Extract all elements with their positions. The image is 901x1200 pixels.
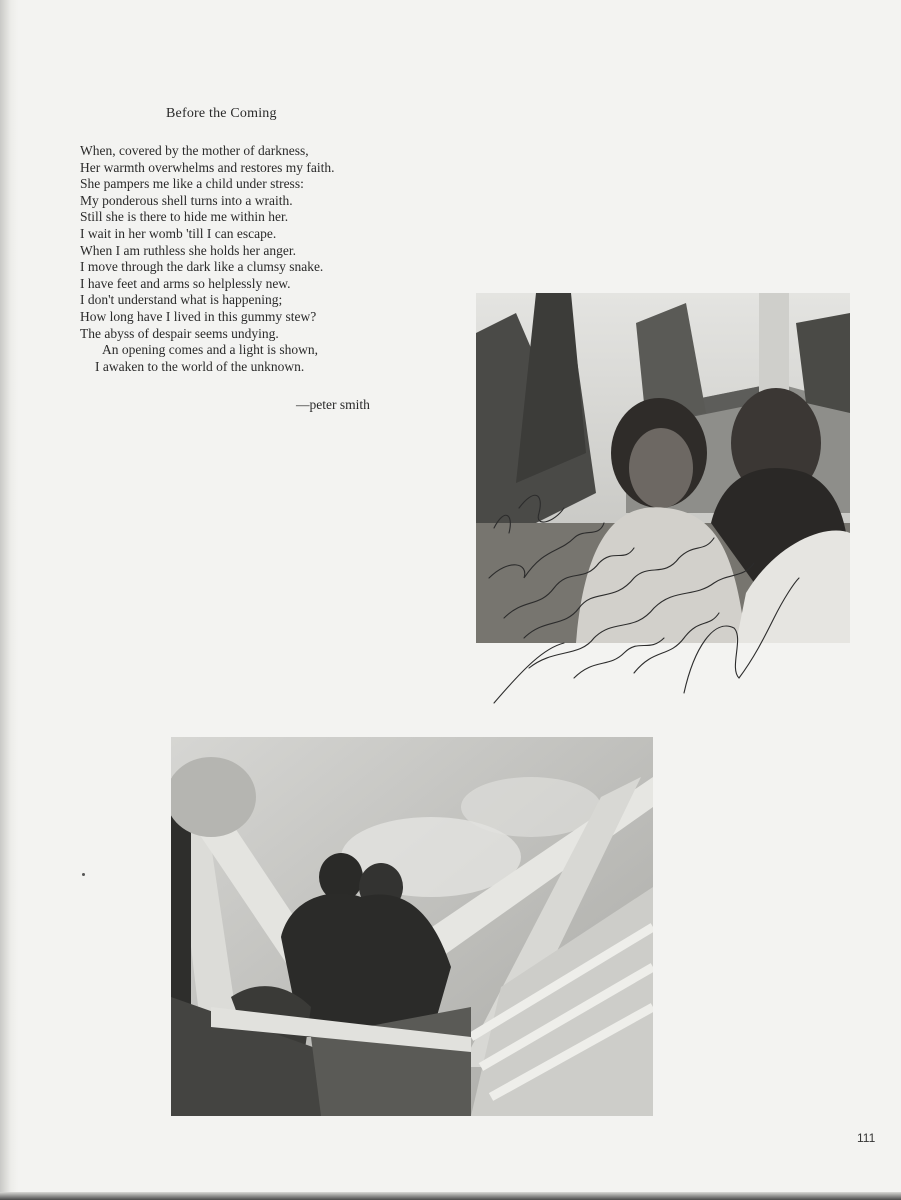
poem-line: I wait in her womb 'till I can escape.	[80, 225, 277, 241]
poem-line: Her warmth overwhelms and restores my faith.	[80, 159, 335, 175]
poem-title: Before the Coming	[166, 106, 277, 121]
poem-line: An opening comes and a light is shown,	[102, 342, 318, 358]
poem-line: I awaken to the world of the unknown.	[95, 358, 305, 374]
poem-body	[80, 143, 410, 375]
page-gutter	[0, 0, 18, 1200]
page-number: 111	[857, 1131, 876, 1145]
page-bottom-edge	[0, 1192, 901, 1200]
poem-line: How long have I lived in this gummy stew?	[80, 308, 317, 324]
handwritten-signature	[484, 468, 804, 708]
poem-line: When I am ruthless she holds her anger.	[80, 242, 296, 258]
print-speck	[82, 873, 85, 876]
photo-tower-people	[171, 737, 653, 1116]
poem-line: I don't understand what is happening;	[80, 292, 283, 308]
poem-line: I move through the dark like a clumsy snake.	[80, 259, 324, 275]
poem-line: She pampers me like a child under stress:	[80, 176, 304, 192]
poem-line: Still she is there to hide me within her.	[80, 209, 289, 225]
poem-attribution: —peter smith	[296, 397, 370, 412]
poem-line: The abyss of despair seems undying.	[80, 325, 279, 341]
poem-line: My ponderous shell turns into a wraith.	[80, 192, 293, 208]
poem-line: I have feet and arms so helplessly new.	[80, 275, 291, 291]
poem-line: When, covered by the mother of darkness,	[80, 143, 309, 158]
